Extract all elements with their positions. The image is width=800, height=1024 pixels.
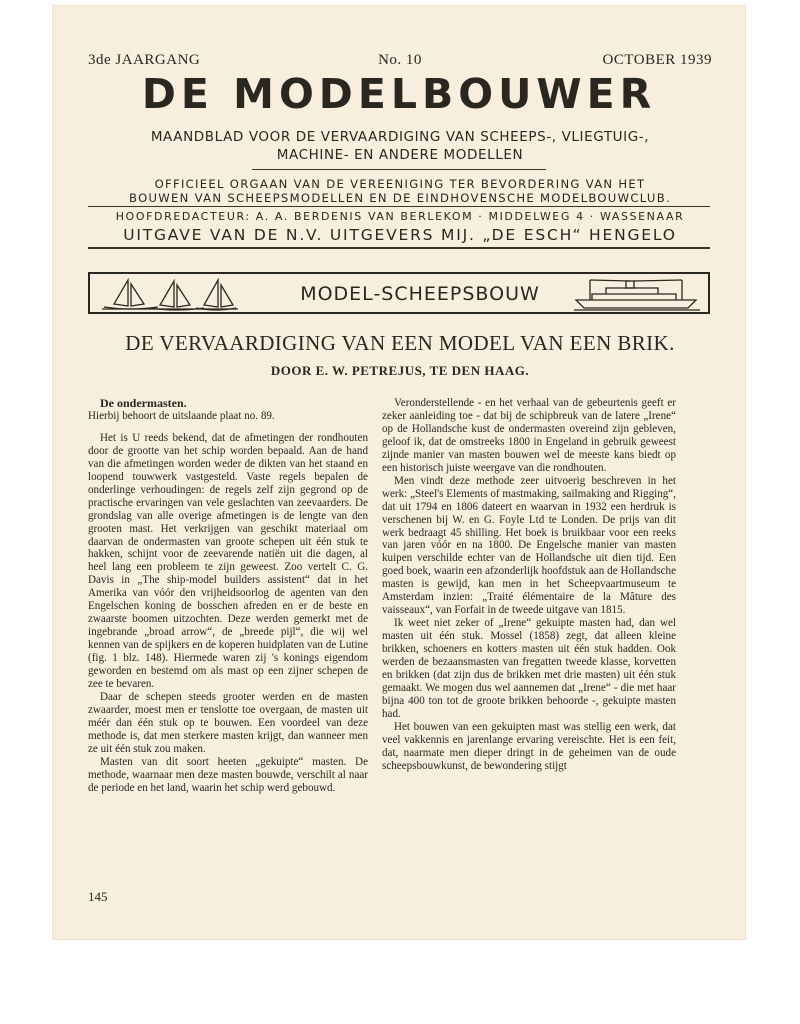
paragraph: Het bouwen van een gekuipten mast was stellig een werk, dat veel vakkennis en jarenlange ervaring vereischte. Het is een feit, dat, naarmate men dieper dringt in de geheimen van de oude scheepsbouwkunst, de bewondering stijgt xyxy=(382,720,676,772)
text-column-right xyxy=(382,397,676,773)
article-byline: DOOR E. W. PETREJUS, TE DEN HAAG. xyxy=(270,363,530,378)
paragraph: Veronderstellende - en het verhaal van de gebeurtenis geeft er zeker aanleiding toe - dat bij de schipbreuk van de latere „Irene“ op de Hollandsche kust de ondermasten overeind zijn gebleven, geloof ik, dat de omstreeks 1800 in Engeland in gebruik geweest zijnde manier van masten bouwen wel de meeste kans biedt op een historisch juiste weergave van die rondhouten. xyxy=(382,397,676,474)
official-organ-text xyxy=(82,177,718,205)
editor-line: HOOFDREDACTEUR: A. A. BERDENIS VAN BERLEKOM · MIDDELWEG 4 · WASSENAAR xyxy=(115,210,685,223)
paragraph: Daar de schepen steeds grooter werden en de masten zwaarder, moest men er tenslotte toe overgaan, de masten uit méér dan één stuk op te bouwen. Een voordeel van deze methode is, dat men sterkere masten krijgt, dan wanneer men ze uit één stuk zou maken. xyxy=(88,690,368,755)
section-banner xyxy=(88,272,710,314)
masthead-subtitle xyxy=(82,128,718,164)
official-line-1: OFFICIEEL ORGAAN VAN DE VEREENIGING TER BEVORDERING VAN HET xyxy=(154,177,646,191)
paragraph: Hierbij behoort de uitslaande plaat no. 89. xyxy=(88,409,275,422)
banner-title: MODEL-SCHEEPSBOUW xyxy=(300,283,540,305)
page-number: 145 xyxy=(88,889,108,904)
steamship-icon xyxy=(572,276,702,312)
publisher-line: UITGAVE VAN DE N.V. UITGEVERS MIJ. „DE ESCH“ HENGELO xyxy=(123,226,677,244)
divider xyxy=(252,169,546,170)
text-column-left xyxy=(88,397,368,795)
section-heading: De ondermasten. xyxy=(100,396,187,410)
paragraph: Het is U reeds bekend, dat de afmetingen der rondhouten door de grootte van het schip worden bepaald. Aan de hand van die afmetingen worden weder de dikten van het staand en loopend touwwerk vastgesteld. Vaste regels bepalen de onderlinge verhoudingen: de regels zelf zijn gegrond op de practische ervaringen van vele geslachten van zeevaarders. De grondslag van alle overige afmetingen is de lengte van den grooten mast. Het verkrijgen van geschikt materiaal om daarvan de ondermasten van groote schepen uit één stuk te hakken, schijnt voor de zeevarende natiën uit die dagen, al heel lang een probleem te zijn geweest. Zoo vertelt C. G. Davis in „The ship-model builders assistent“ dat in het Amerika van vóór den vrijheidsoorlog de agenten van den Engelschen koning de bosschen afreden en er de beste en zwaarste boomen uitzochten. Deze werden gemerkt met de ingebrande „broad arrow“, de „breede pijl“, die wij wel kennen van de spijkers en de koperen huidplaten van de Lutine (fig. 1 blz. 148). Hiermede waren zij 's konings eigendom geworden en bestemd om als mast op een zijner schepen de zee te bevaren. xyxy=(88,431,368,691)
subtitle-line-2: MACHINE- EN ANDERE MODELLEN xyxy=(276,147,524,163)
subtitle-line-1: MAANDBLAD VOOR DE VERVAARDIGING VAN SCHEEPS-, VLIEGTUIG-, xyxy=(150,129,650,145)
article-title: DE VERVAARDIGING VAN EEN MODEL VAN EEN BRIK. xyxy=(125,331,675,355)
paragraph: Masten van dit soort heeten „gekuipte“ masten. De methode, waarnaar men deze masten bouwde, verschilt al naar de periode en het land, waarin het schip werd gebouwd. xyxy=(88,755,368,794)
masthead-title: DE MODELBOUWER xyxy=(141,70,657,118)
paragraph: Men vindt deze methode zeer uitvoerig beschreven in het werk: „Steel's Elements of mastmaking, sailmaking and Rigging“, dat uit 1794 en 1806 dateert en waarvan in 1932 een herdruk is verschenen bij W. en G. Foyle Ltd te Londen. De prijs van dit werk bedraagt 45 shilling. Het boek is bruikbaar voor een reeks van jaren vóór en na 1800. De Engelsche manier van masten kuipen verschilde echter van de Hollandsche uit dien tijd. Een goed boek, waarin een afzonderlijk hoofdstuk aan de Hollandsche masten is gewijd, kan men in het Scheepvaartmuseum te Amsterdam inzien: „Traité élémentaire de la Mâture des vaisseaux“, van Forfait in de tweede uitgave van 1815. xyxy=(382,474,676,617)
divider xyxy=(88,206,710,207)
official-line-2: BOUWEN VAN SCHEEPSMODELLEN EN DE EINDHOVENSCHE MODELBOUWCLUB. xyxy=(129,191,671,205)
issue-number: No. 10 xyxy=(378,52,422,68)
magazine-page xyxy=(52,5,746,940)
paragraph: Ik weet niet zeker of „Irene“ gekuipte masten had, dan wel masten uit één stuk. Mossel (1858) zegt, dat alleen kleine brikken, schoeners en kotters masten uit één stuk hadden. Ook werden de bezaansmasten van fregatten tweede klasse, korvetten en brikken (dat zijn dus de brikken met drie masten) uit één stuk gemaakt. We mogen dus wel aannemen dat „Irene“ - die met haar bijna 400 ton tot de groote brikken behoorde -, gekuipte masten had. xyxy=(382,617,676,720)
issue-date: OCTOBER 1939 xyxy=(602,52,712,68)
sailboats-icon xyxy=(100,276,240,312)
volume-label: 3de JAARGANG xyxy=(88,52,201,68)
divider xyxy=(88,247,710,249)
